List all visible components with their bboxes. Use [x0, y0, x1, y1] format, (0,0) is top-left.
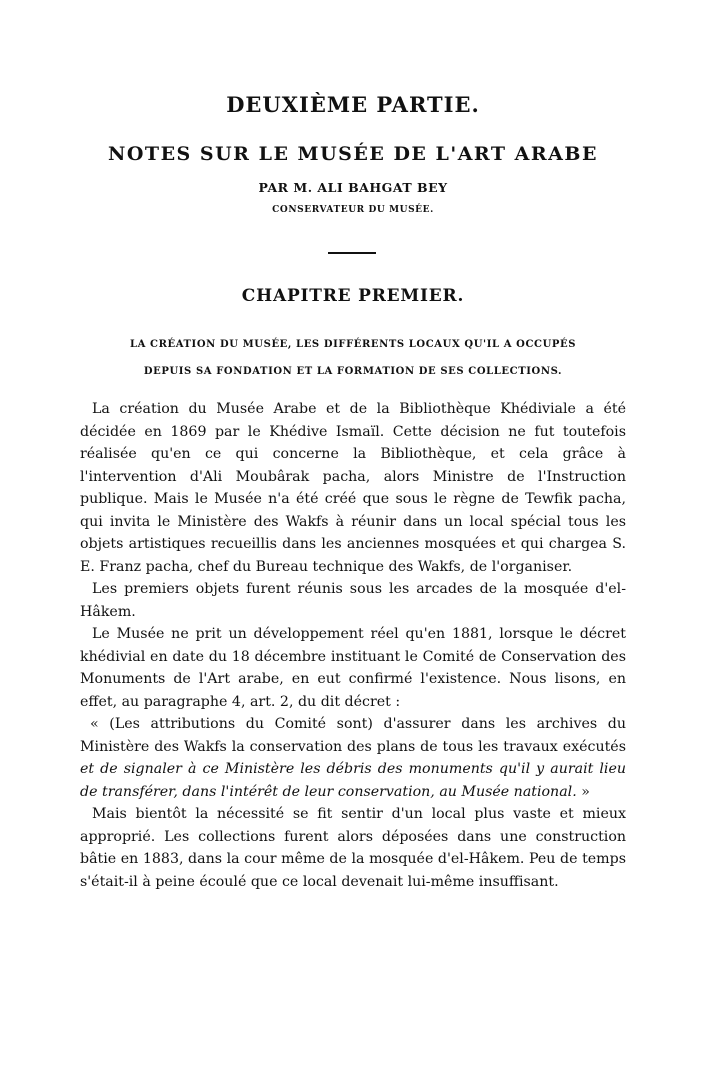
part-title: DEUXIÈME PARTIE. [226, 92, 480, 117]
quote-close: » [576, 783, 590, 800]
paragraph-5: Mais bientôt la nécessité se fit sentir d'un local plus vaste et mieux approprié. Les collections furent alors déposées dans une construction bâtie en 1883, dans la cour même de la mosquée d'el-Hâkem. Peu de temps s'était-il à peine écoulé que ce local devenait lui-même insuffisant. [80, 806, 626, 890]
paragraph-2: Les premiers objets furent réunis sous les arcades de la mosquée d'el-Hâkem. [80, 581, 626, 620]
chapter-title: CHAPITRE PREMIER. [241, 286, 465, 306]
body-text [80, 398, 626, 893]
quote-roman: « (Les attributions du Comité sont) d'assurer dans les archives du Ministère des Wakfs la conservation des plans de tous les travaux exécutés [80, 716, 626, 755]
chapter-subtitle-line-1: LA CRÉATION DU MUSÉE, LES DIFFÉRENTS LOCAUX QU'IL A OCCUPÉS [129, 339, 577, 350]
main-title: NOTES SUR LE MUSÉE DE L'ART ARABE [108, 143, 598, 165]
author-role: CONSERVATEUR DU MUSÉE. [272, 205, 434, 215]
quote-italic: et de signaler à ce Ministère les débris des monuments qu'il y aurait lieu de transférer, dans l'intérêt de leur conservation, au Musée national. [80, 761, 626, 800]
author-line: PAR M. ALI BAHGAT BEY [258, 180, 448, 195]
paragraph-3: Le Musée ne prit un développement réel qu'en 1881, lorsque le décret khédivial en date du 18 décembre instituant le Comité de Conservation des Monuments de l'Art arabe, en eut confirmé l'existence. Nous lisons, en effet, au paragraphe 4, art. 2, du dit décret : [80, 626, 626, 710]
section-divider [328, 252, 376, 254]
chapter-subtitle-line-2: DEPUIS SA FONDATION ET LA FORMATION DE SES COLLECTIONS. [143, 366, 563, 377]
paragraph-1: La création du Musée Arabe et de la Bibliothèque Khédiviale a été décidée en 1869 par le Khédive Ismaïl. Cette décision ne fut toutefois réalisée qu'en ce qui concerne la Bibliothèque, et cela grâce à l'intervention d'Ali Moubârak pacha, alors Ministre de l'Instruction publique. Mais le Musée n'a été créé que sous le règne de Tewfik pacha, qui invita le Ministère des Wakfs à réunir dans un local spécial tous les objets artistiques recueillis dans les anciennes mosquées et qui chargea S. E. Franz pacha, chef du Bureau technique des Wakfs, de l'organiser. [80, 401, 626, 575]
book-page [80, 0, 626, 1082]
paragraph-4-quote [80, 713, 626, 803]
